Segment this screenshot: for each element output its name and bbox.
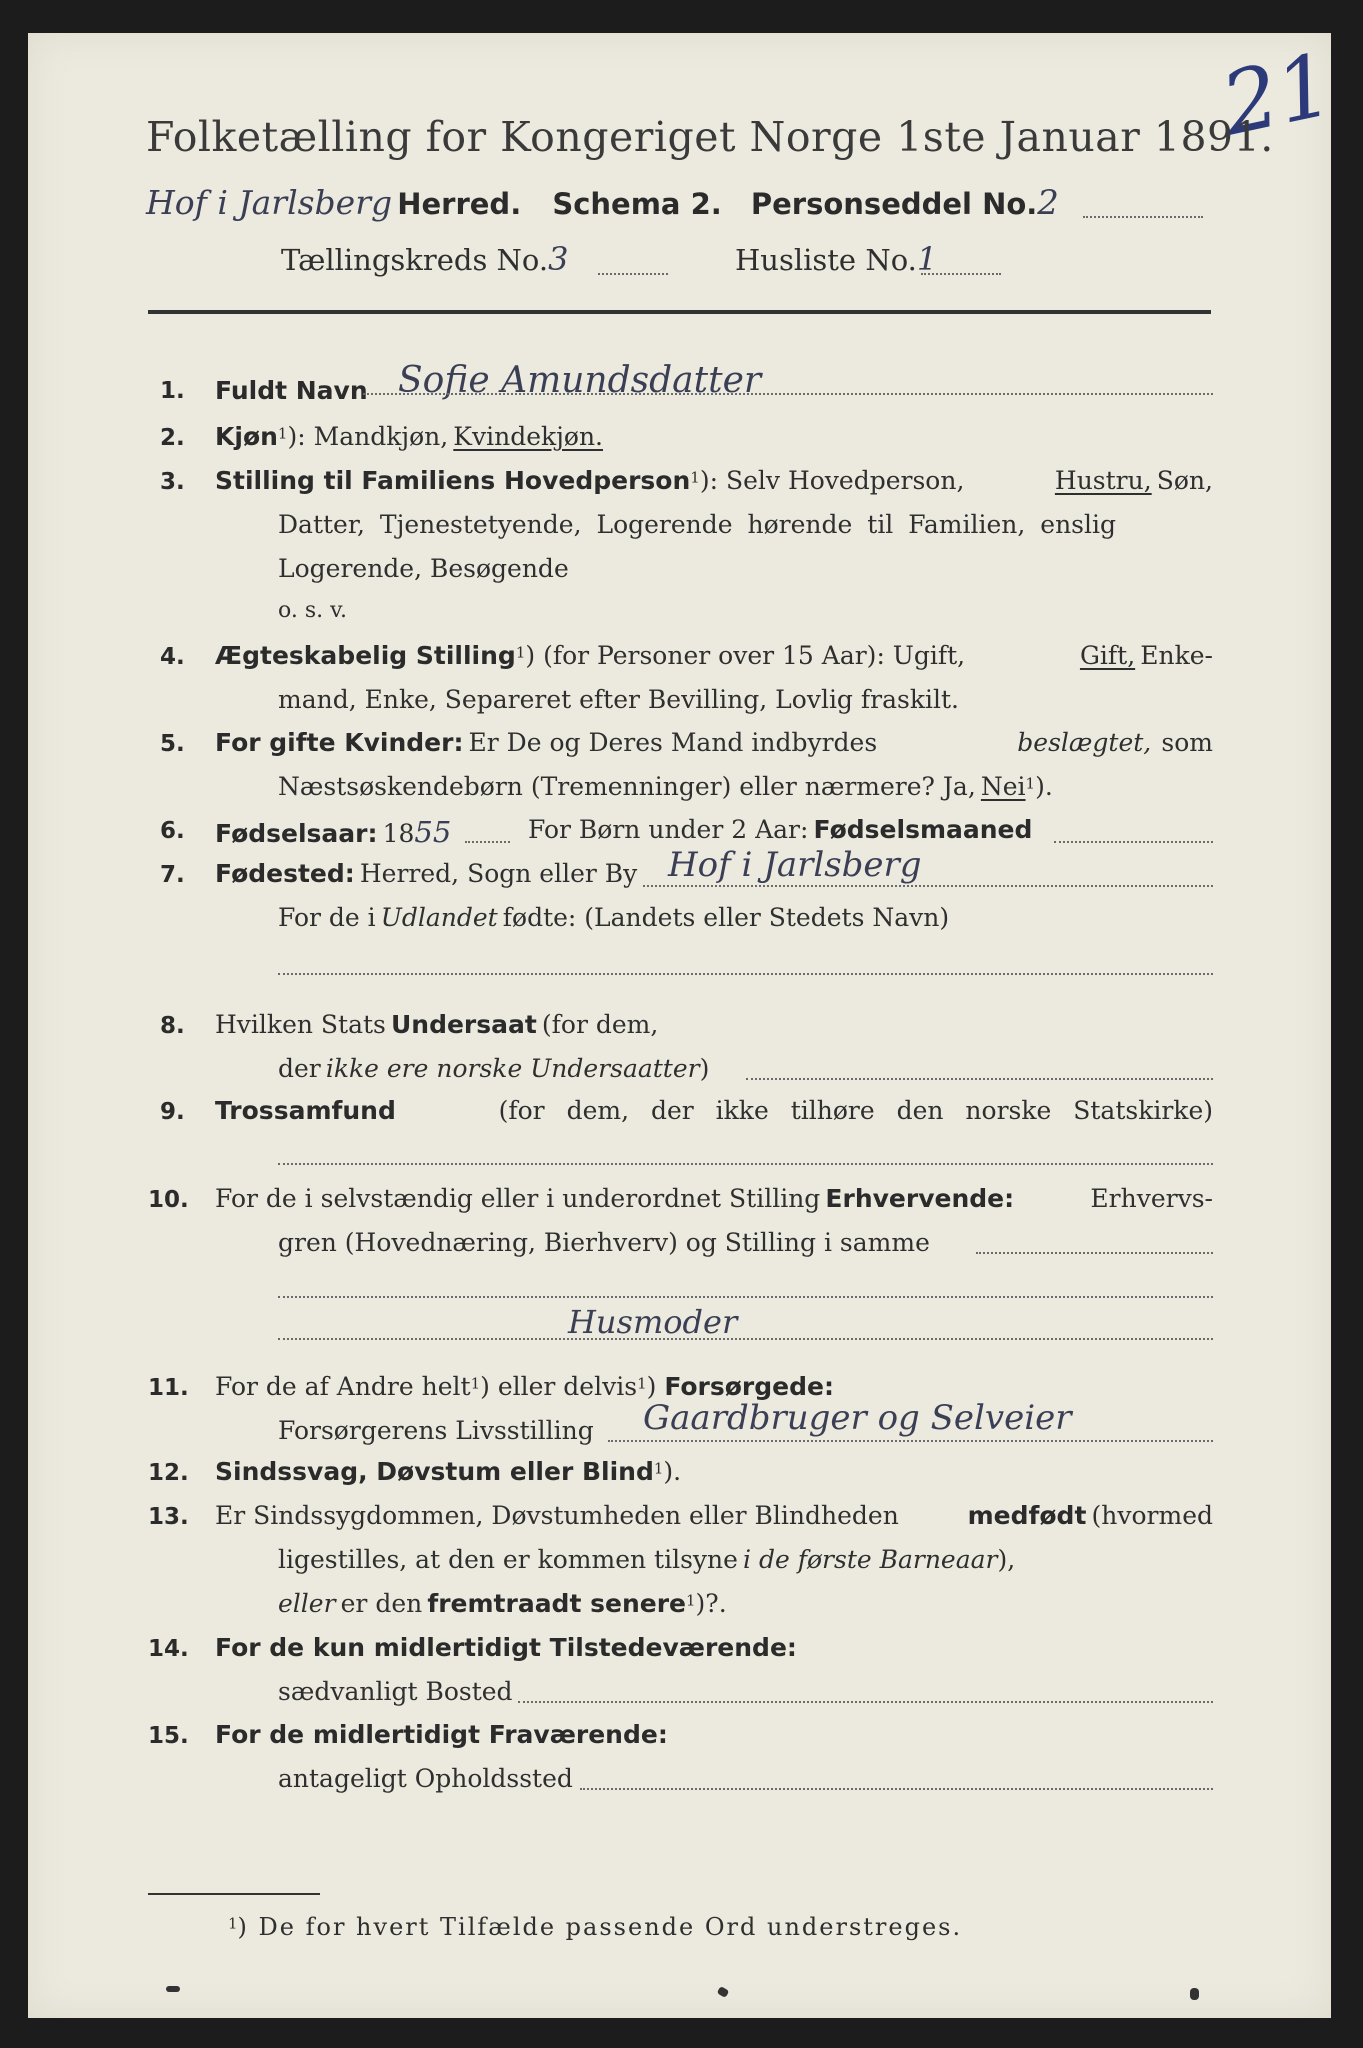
- item-8-line2-it: ikke ere norske Undersaatter: [325, 1054, 700, 1083]
- item-1-label: Fuldt Navn: [215, 376, 368, 405]
- item-7-text: Herred, Sogn eller By: [359, 859, 638, 888]
- item-3-line-4: o. s. v.: [278, 598, 347, 623]
- item-14-line-2: sædvanligt Bosted: [278, 1677, 513, 1706]
- item-5-option-nei: Nei: [980, 772, 1026, 801]
- item-6-line-b: [528, 815, 1032, 844]
- item-10-number: 10.: [148, 1187, 189, 1213]
- item-15-label: For de midlertidigt Fraværende:: [215, 1720, 668, 1749]
- item-7-line: [215, 859, 637, 888]
- header-rule: [148, 310, 1211, 314]
- item-9-label: Trossamfund: [215, 1096, 396, 1125]
- personseddel-number: 2: [1037, 183, 1059, 223]
- item-4-option-gift: Gift,: [1079, 641, 1136, 670]
- item-10-text2: Erhvervs-: [1090, 1184, 1213, 1213]
- herred-handwritten: Hof i Jarlsberg: [146, 183, 393, 222]
- item-13-number: 13.: [148, 1504, 189, 1530]
- husliste-dots: [921, 273, 1001, 275]
- ink-mark-center: [717, 1986, 730, 1998]
- item-5-line-1: [215, 728, 1213, 757]
- item-1-number: 1.: [160, 378, 185, 404]
- item-8-line-2: der ikke ere norske Undersaatter): [278, 1054, 710, 1083]
- item-2-number: 2.: [160, 425, 185, 451]
- item-7-dots: [643, 885, 1213, 887]
- item-4-label: Ægteskabelig Stilling: [215, 641, 516, 670]
- ink-mark-left: [166, 1986, 180, 1992]
- item-13-label: medfødt: [967, 1501, 1087, 1530]
- item-3-label: Stilling til Familiens Hovedperson: [215, 466, 691, 495]
- item-14-number: 14.: [148, 1636, 189, 1662]
- item-3-line-3: Logerende, Besøgende: [278, 554, 569, 583]
- item-3-number: 3.: [160, 469, 185, 495]
- item-5-som: som: [1161, 728, 1213, 757]
- item-2-text: ): Mandkjøn,: [287, 422, 449, 451]
- footnote-rule: [148, 1893, 320, 1895]
- item-13-line-3: eller er den fremtraadt senere$^1$)?.: [278, 1589, 727, 1618]
- item-13-line3-it: eller: [278, 1589, 336, 1618]
- item-3-option-son: Søn,: [1156, 466, 1213, 495]
- item-7-value: Hof i Jarlsberg: [668, 845, 922, 885]
- item-15-line-2: antageligt Opholdssted: [278, 1764, 573, 1793]
- personseddel-label: Personseddel No.: [750, 187, 1038, 221]
- item-6-month-dots: [1054, 841, 1213, 843]
- header-line-1: [146, 183, 1059, 223]
- item-12-number-visible: 12.: [148, 1460, 189, 1486]
- item-10-dots-2: [278, 1296, 1213, 1298]
- item-5-beslaegtet: beslægtet,: [1017, 728, 1152, 757]
- item-8-text2: (for dem,: [541, 1010, 659, 1039]
- kreds-dots: [598, 273, 668, 275]
- header-line-2b: [735, 240, 937, 278]
- item-9-line: [215, 1096, 1213, 1125]
- item-6-label2: Fødselsmaaned: [813, 815, 1033, 844]
- footnote: [228, 1913, 962, 1941]
- footnote-text: ) De for hvert Tilfælde passende Ord understreges.: [237, 1913, 963, 1941]
- item-13-line3: er den: [340, 1589, 423, 1618]
- item-10-text: For de i selvstændig eller i underordnet Stilling: [215, 1184, 821, 1213]
- item-3-text: ): Selv Hovedperson,: [699, 466, 965, 495]
- item-13-line2: ligestilles, at den er kommen tilsyne: [278, 1545, 738, 1574]
- item-14-label: For de kun midlertidigt Tilstedeværende:: [215, 1633, 797, 1662]
- item-13-line: [215, 1501, 1213, 1530]
- item-8-text1: Hvilken Stats: [215, 1010, 386, 1039]
- item-2-sup: 1: [277, 424, 288, 443]
- item-8-line: [215, 1010, 658, 1039]
- husliste-number: 1: [916, 240, 938, 278]
- item-8-label: Undersaat: [390, 1010, 537, 1039]
- item-11-value: Gaardbruger og Selveier: [643, 1398, 1072, 1438]
- item-13-label3: fremtraadt senere: [427, 1589, 686, 1618]
- item-7-label: Fødested:: [215, 859, 355, 888]
- item-11-dots: [608, 1440, 1213, 1442]
- item-11-number: 11.: [148, 1375, 189, 1401]
- item-2-line: [215, 422, 603, 451]
- item-7-line2-it: Udlandet: [380, 903, 498, 932]
- header-line-2: [281, 240, 568, 278]
- item-5-number: 5.: [160, 731, 185, 757]
- item-10-dots-3: [278, 1338, 1213, 1340]
- item-10-label: Erhvervende:: [825, 1184, 1015, 1213]
- item-8-line2-a: der: [278, 1054, 321, 1083]
- item-5-end: ).: [1035, 772, 1053, 801]
- item-10-dots-1: [976, 1252, 1213, 1254]
- item-10-line: [215, 1184, 1213, 1213]
- schema-label: Schema 2.: [552, 187, 722, 221]
- item-6-text: For Børn under 2 Aar:: [528, 815, 809, 844]
- item-2-option-kvindekjon: Kvindekjøn.: [453, 422, 603, 451]
- footnote-mark: 1: [228, 1914, 238, 1933]
- item-5-label: For gifte Kvinder:: [215, 728, 464, 757]
- item-10-line-2: gren (Hovednæring, Bierhverv) og Stilling i samme: [278, 1228, 930, 1257]
- item-6-label: Fødselsaar:: [215, 819, 378, 848]
- item-4-line-2: mand, Enke, Separeret efter Bevilling, Lovlig fraskilt.: [278, 685, 959, 714]
- item-9-number: 9.: [160, 1099, 185, 1125]
- item-11-line-2: Forsørgerens Livsstilling: [278, 1416, 594, 1445]
- item-4-text: (for Personer over 15 Aar): Ugift,: [543, 641, 966, 670]
- item-12-label: Sindssvag, Døvstum eller Blind: [215, 1457, 654, 1486]
- item-6-number: 6.: [160, 818, 185, 844]
- item-4-line-1: Ægteskabelig Stilling$^1$) (for Personer over 15 Aar): Ugift, Gift, Enke-: [215, 641, 1213, 670]
- item-13-text: Er Sindssygdommen, Døvstumheden eller Blindheden: [215, 1501, 899, 1530]
- kreds-label: Tællingskreds No.: [281, 243, 549, 277]
- item-5-line-2: Næstsøskendebørn (Tremenninger) eller nærmere? Ja, Nei$^1$).: [278, 772, 1053, 801]
- item-11-text: For de af Andre helt: [215, 1372, 471, 1401]
- item-15-dots: [580, 1788, 1213, 1790]
- item-13-line-2: ligestilles, at den er kommen tilsyne i de første Barneaar),: [278, 1545, 1016, 1574]
- ink-mark-right: [1190, 1988, 1199, 2000]
- item-5-text: Er De og Deres Mand indbyrdes: [468, 728, 878, 757]
- item-10-value: Husmoder: [568, 1303, 738, 1341]
- item-6-year-value: 55: [414, 815, 452, 849]
- item-7-line-2: [278, 903, 949, 932]
- form-title: Folketælling for Kongeriget Norge 1ste Januar 1891.: [146, 113, 1274, 161]
- item-12-line: Sindssvag, Døvstum eller Blind$^1$).: [215, 1457, 682, 1486]
- item-15-number: 15.: [148, 1723, 189, 1749]
- page-number: 21: [1213, 34, 1342, 156]
- census-form-sheet: [28, 33, 1342, 2018]
- item-7-number: 7.: [160, 862, 185, 888]
- item-13-text2: (hvormed: [1091, 1501, 1213, 1530]
- item-6-year-prefix: 18: [382, 819, 415, 848]
- husliste-label: Husliste No.: [735, 243, 917, 277]
- item-5-question: Næstsøskendebørn (Tremenninger) eller nærmere? Ja,: [278, 772, 976, 801]
- item-2-label: Kjøn: [215, 422, 278, 451]
- item-4-number: 4.: [160, 644, 185, 670]
- item-7-dots-2: [278, 973, 1213, 975]
- kreds-number: 3: [548, 240, 569, 278]
- personseddel-dots: [1083, 216, 1203, 218]
- herred-label: Herred.: [397, 187, 522, 221]
- item-9-dots: [278, 1163, 1213, 1165]
- item-11-line: For de af Andre helt$^1$) eller delvis$^1$) Forsørgede:: [215, 1372, 834, 1401]
- item-11-label: Forsørgede:: [664, 1372, 834, 1401]
- item-14-dots: [518, 1701, 1213, 1703]
- item-7-line2-a: For de i: [278, 903, 376, 932]
- item-9-text: (for dem, der ikke tilhøre den norske Statskirke): [498, 1096, 1213, 1125]
- item-3-line-1: Stilling til Familiens Hovedperson$^1$): Selv Hovedperson, Hustru, Søn,: [215, 466, 1213, 495]
- item-6-line: [215, 815, 451, 849]
- item-3-line-2: Datter, Tjenestetyende, Logerende hørende til Familien, enslig: [278, 510, 1117, 539]
- item-11-text2: eller delvis: [497, 1372, 638, 1401]
- item-13-line2-it: i de første Barneaar: [743, 1545, 998, 1574]
- item-7-line2-b: fødte: (Landets eller Stedets Navn): [502, 903, 950, 932]
- item-1-dots: [363, 393, 1213, 395]
- item-8-dots: [746, 1078, 1213, 1080]
- item-8-number: 8.: [160, 1013, 185, 1039]
- item-4-option-enke: Enke-: [1140, 641, 1213, 670]
- item-6-year-dots: [465, 841, 510, 843]
- item-1-name-value: Sofie Amundsdatter: [398, 360, 762, 401]
- item-3-option-hustru: Hustru,: [1054, 466, 1152, 495]
